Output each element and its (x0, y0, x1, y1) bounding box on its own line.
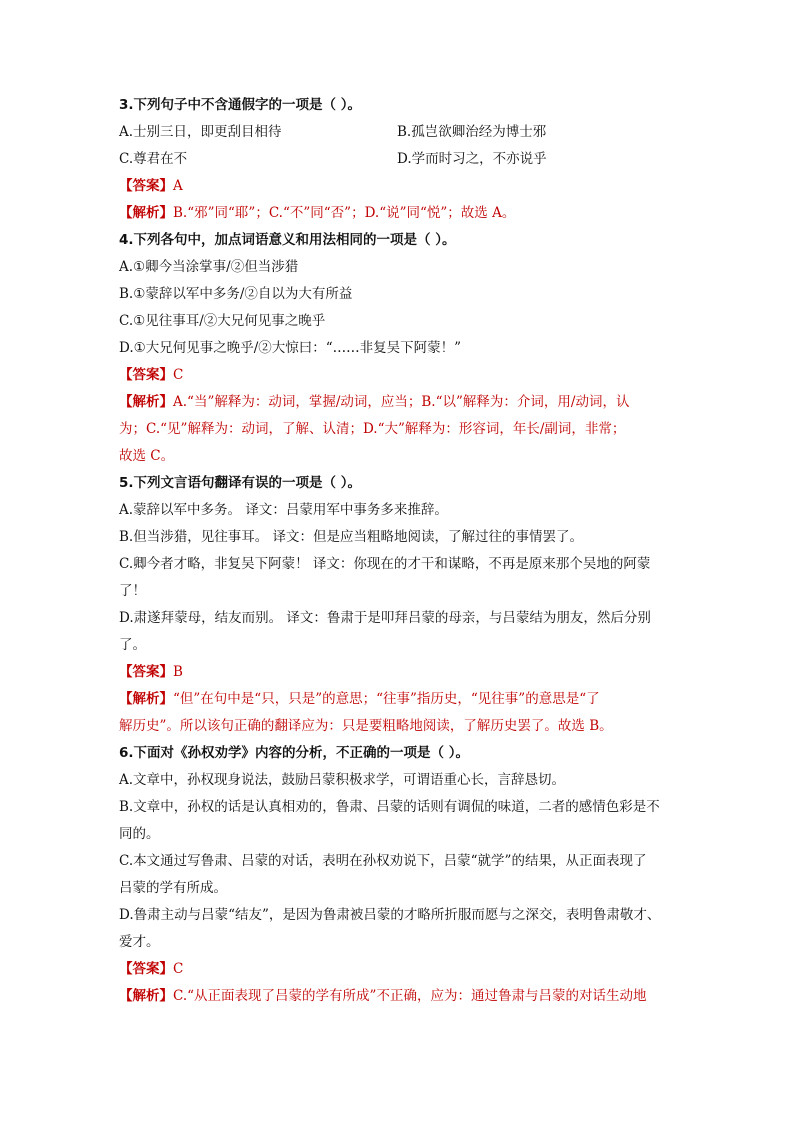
question-5-answer (119, 659, 679, 686)
document-page (119, 92, 679, 1010)
question-3-analysis (119, 200, 679, 227)
option-d: D.学而时习之，不亦说乎 (397, 151, 547, 167)
option-d-continued: 爱才。 (119, 934, 160, 950)
option-c-continued: 吕蒙的学有所成。 (119, 880, 227, 896)
answer-value: B (173, 664, 183, 680)
answer-tag: 【答案】 (119, 367, 173, 383)
question-5-stem: 5.下列文言语句翻译有误的一项是（ ）。 (119, 475, 361, 491)
option-c: C.卿今者才略，非复吴下阿蒙！ 译文：你现在的才干和谋略，不再是原来那个吴地的阿蒙 (119, 556, 651, 572)
question-4-answer (119, 362, 679, 389)
option-d: D.鲁肃主动与吕蒙“结友”，是因为鲁肃被吕蒙的才略所折服而愿与之深交，表明鲁肃敬才、 (119, 907, 661, 923)
option-b: B.孤岂欲卿治经为博士邪 (397, 124, 547, 140)
option-a: A.蒙辞以军中多务。 译文：吕蒙用军中事务多来推辞。 (119, 502, 448, 518)
answer-tag: 【答案】 (119, 961, 173, 977)
answer-tag: 【答案】 (119, 178, 173, 194)
analysis-text: C.“从正面表现了吕蒙的学有所成”不正确，应为：通过鲁肃与吕蒙的对话生动地 (173, 988, 647, 1004)
analysis-tag: 【解析】 (119, 691, 173, 707)
option-b: B.文章中，孙权的话是认真相劝的，鲁肃、吕蒙的话则有调侃的味道，二者的感情色彩是不 (119, 799, 660, 815)
option-a: A.①卿今当涂掌事/②但当涉猎 (119, 259, 299, 275)
analysis-text: A.“当”解释为：动词，掌握/动词，应当；B.“以”解释为：介词，用/动词，认 (173, 394, 630, 410)
option-a: A.士别三日，即更刮目相待 (119, 124, 282, 140)
option-d: D.肃遂拜蒙母，结友而别。 译文：鲁肃于是叩拜吕蒙的母亲，与吕蒙结为朋友，然后分别 (119, 610, 651, 626)
analysis-text: “但”在句中是“只，只是”的意思；“往事”指历史，“见往事”的意思是“了 (173, 691, 600, 707)
question-4-analysis-line-3: 故选 C。 (119, 448, 175, 464)
answer-value: A (173, 178, 183, 194)
question-6-analysis (119, 983, 679, 1010)
answer-tag: 【答案】 (119, 664, 173, 680)
option-d: D.①大兄何见事之晚乎/②大惊曰：“……非复吴下阿蒙！” (119, 340, 462, 356)
option-c-continued: 了！ (119, 583, 146, 599)
question-5-analysis-line-2: 解历史”。所以该句正确的翻译应为：只是要粗略地阅读，了解历史罢了。故选 B。 (119, 718, 613, 734)
option-c: C.尊君在不 (119, 151, 188, 167)
question-3-options-row-1 (119, 119, 679, 146)
question-3-stem: 3.下列句子中不含通假字的一项是（ ）。 (119, 97, 361, 113)
question-5-analysis-line-1 (119, 686, 679, 713)
analysis-text: B.“邪”同“耶”；C.“不”同“否”；D.“说”同“悦”；故选 A。 (173, 205, 516, 221)
option-c: C.①见往事耳/②大兄何见事之晚乎 (119, 313, 326, 329)
question-3-answer (119, 173, 679, 200)
question-6-answer (119, 956, 679, 983)
option-b: B.①蒙辞以军中多务/②自以为大有所益 (119, 286, 353, 302)
option-d-continued: 了。 (119, 637, 146, 653)
answer-value: C (173, 367, 184, 383)
question-4-analysis-line-2: 为；C.“见”解释为：动词，了解、认清；D.“大”解释为：形容词，年长/副词，非常； (119, 421, 626, 437)
analysis-tag: 【解析】 (119, 205, 173, 221)
answer-value: C (173, 961, 184, 977)
option-b: B.但当涉猎，见往事耳。 译文：但是应当粗略地阅读，了解过往的事情罢了。 (119, 529, 584, 545)
option-b-continued: 同的。 (119, 826, 160, 842)
question-3-options-row-2 (119, 146, 679, 173)
option-a: A.文章中，孙权现身说法，鼓励吕蒙积极求学，可谓语重心长，言辞恳切。 (119, 772, 566, 788)
question-4-stem: 4.下列各句中，加点词语意义和用法相同的一项是（ ）。 (119, 232, 456, 248)
question-6-stem: 6.下面对《孙权劝学》内容的分析，不正确的一项是（ ）。 (119, 745, 469, 761)
question-4-analysis-line-1 (119, 389, 679, 416)
analysis-tag: 【解析】 (119, 394, 173, 410)
analysis-tag: 【解析】 (119, 988, 173, 1004)
option-c: C.本文通过写鲁肃、吕蒙的对话，表明在孙权劝说下，吕蒙“就学”的结果，从正面表现了 (119, 853, 647, 869)
